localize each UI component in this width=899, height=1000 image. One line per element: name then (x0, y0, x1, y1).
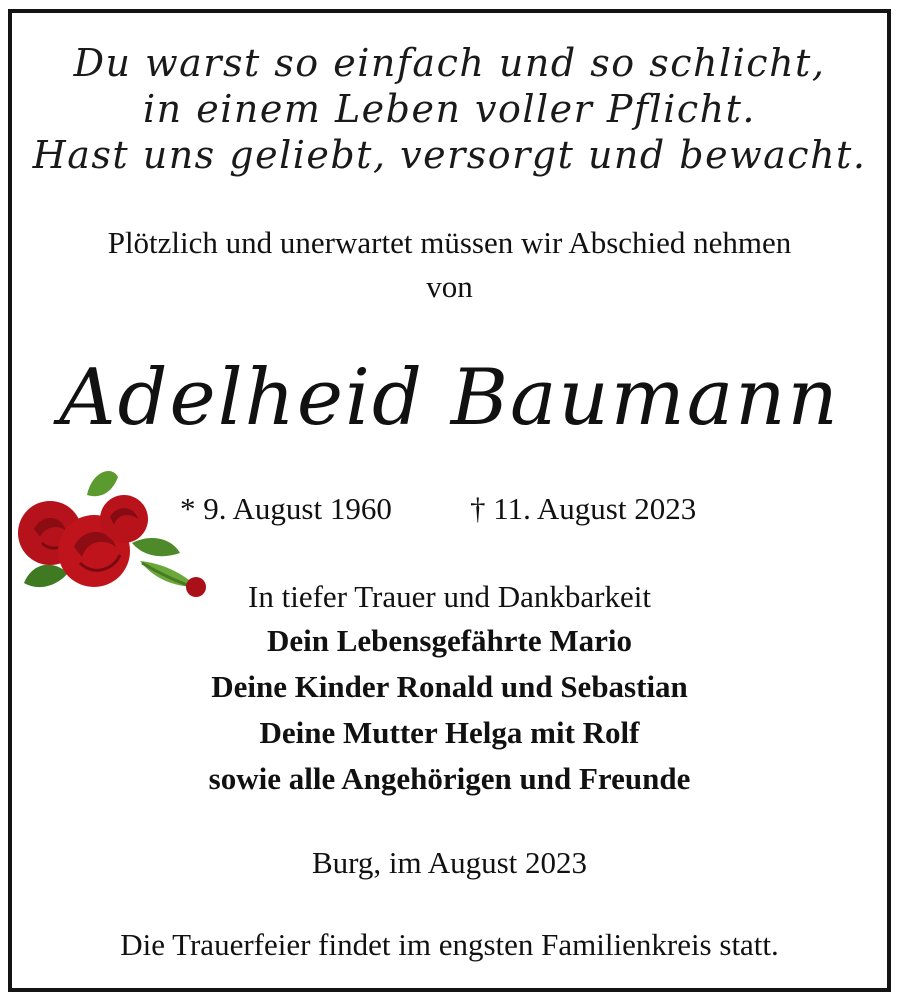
poem-line-2: in einem Leben voller Pflicht. (143, 87, 756, 131)
obituary-frame (8, 9, 891, 992)
poem-line-3: Hast uns geliebt, versorgt und bewacht. (32, 133, 867, 177)
mourner-line: Dein Lebensgefährte Mario (266, 623, 633, 658)
deceased-name: Adelheid Baumann (59, 353, 840, 443)
mourner-line: Deine Mutter Helga mit Rolf (259, 715, 640, 750)
mourners-intro: In tiefer Trauer und Dankbarkeit (248, 579, 651, 614)
place-date: Burg, im August 2023 (311, 845, 588, 880)
intro-line-1: Plötzlich und unerwartet müssen wir Abschied nehmen (107, 225, 792, 260)
intro-line-2: von (426, 269, 473, 304)
mourner-line: sowie alle Angehörigen und Freunde (208, 761, 691, 796)
death-date: † 11. August 2023 (470, 491, 697, 526)
birth-date: * 9. August 1960 (180, 491, 392, 526)
mourner-line: Deine Kinder Ronald und Sebastian (211, 669, 688, 704)
funeral-note: Die Trauerfeier findet im engsten Familienkreis statt. (120, 927, 779, 962)
poem-line-1: Du warst so einfach und so schlicht, (73, 41, 826, 85)
